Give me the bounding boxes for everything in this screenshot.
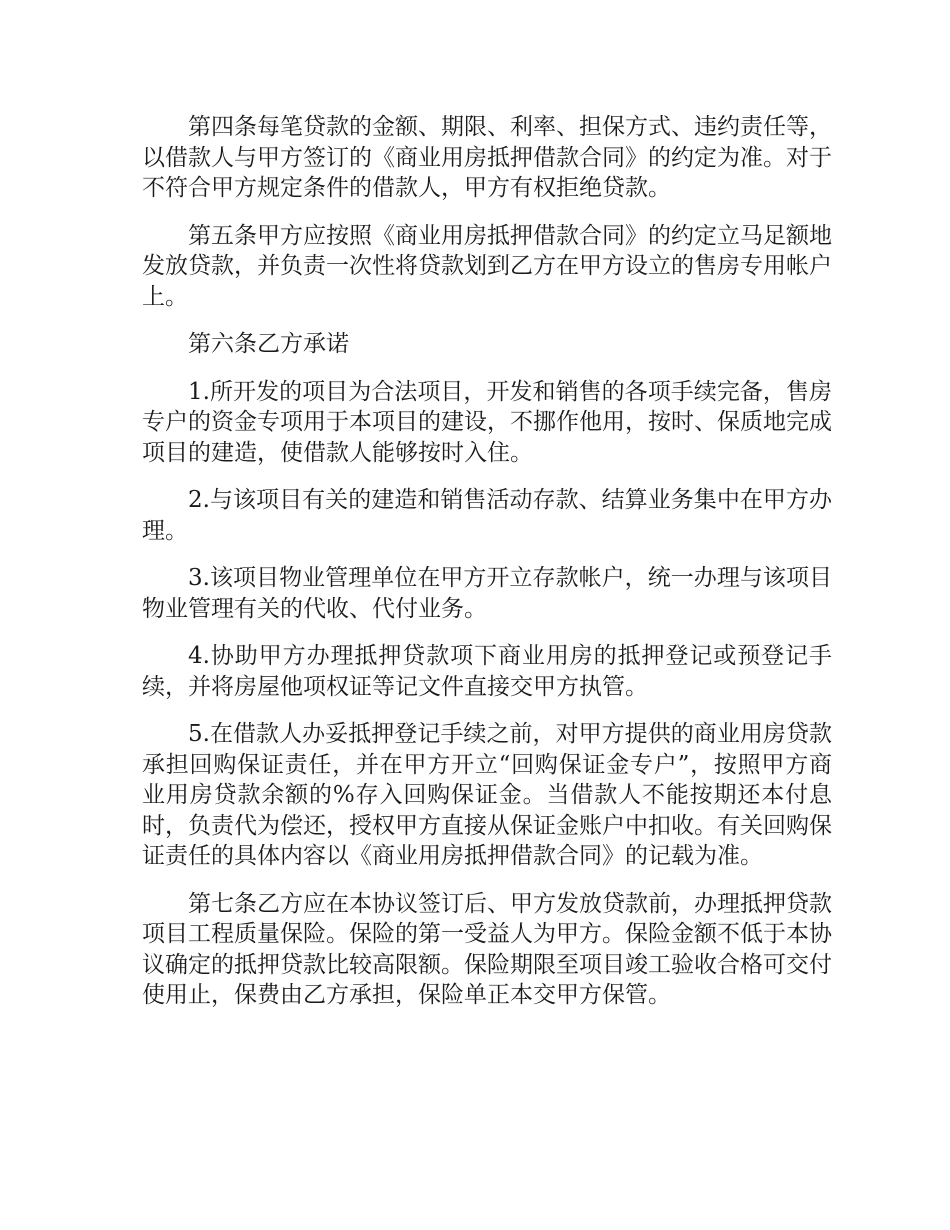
article-6-item-4: 4.协助甲方办理抵押贷款项下商业用房的抵押登记或预登记手续，并将房屋他项权证等记文件直接交甲方执管。 — [142, 643, 832, 700]
article-6-item-5: 5.在借款人办妥抵押登记手续之前，对甲方提供的商业用房贷款承担回购保证责任，并在甲方开立“回购保证金专户”，按照甲方商业用房贷款余额的%存入回购保证金。当借款人不能按期还本付息时，负责代为偿还，授权甲方直接从保证金账户中扣收。有关回购保证责任的具体内容以《商业用房抵押借款合同》的记载为准。 — [142, 721, 832, 869]
article-6-heading: 第六条乙方承诺 — [188, 331, 349, 357]
document-body — [142, 112, 832, 1028]
article-6-item-2: 2.与该项目有关的建造和销售活动存款、结算业务集中在甲方办理。 — [142, 487, 832, 544]
article-7-paragraph: 第七条乙方应在本协议签订后、甲方发放贷款前，办理抵押贷款项目工程质量保险。保险的第一受益人为甲方。保险金额不低于本协议确定的抵押贷款比较高限额。保险期限至项目竣工验收合格可交付使用止，保费由乙方承担，保险单正本交甲方保管。 — [142, 890, 832, 1008]
article-4-paragraph: 第四条每笔贷款的金额、期限、利率、担保方式、违约责任等，以借款人与甲方签订的《商业用房抵押借款合同》的约定为准。对于不符合甲方规定条件的借款人，甲方有权拒绝贷款。 — [142, 114, 832, 201]
article-5-paragraph: 第五条甲方应按照《商业用房抵押借款合同》的约定立马足额地发放贷款，并负责一次性将贷款划到乙方在甲方设立的售房专用帐户上。 — [142, 222, 832, 310]
article-6-item-1: 1.所开发的项目为合法项目，开发和销售的各项手续完备，售房专户的资金专项用于本项目的建设，不挪作他用，按时、保质地完成项目的建造，使借款人能够按时入住。 — [142, 378, 832, 466]
article-6-item-3: 3.该项目物业管理单位在甲方开立存款帐户，统一办理与该项目物业管理有关的代收、代付业务。 — [142, 565, 832, 622]
